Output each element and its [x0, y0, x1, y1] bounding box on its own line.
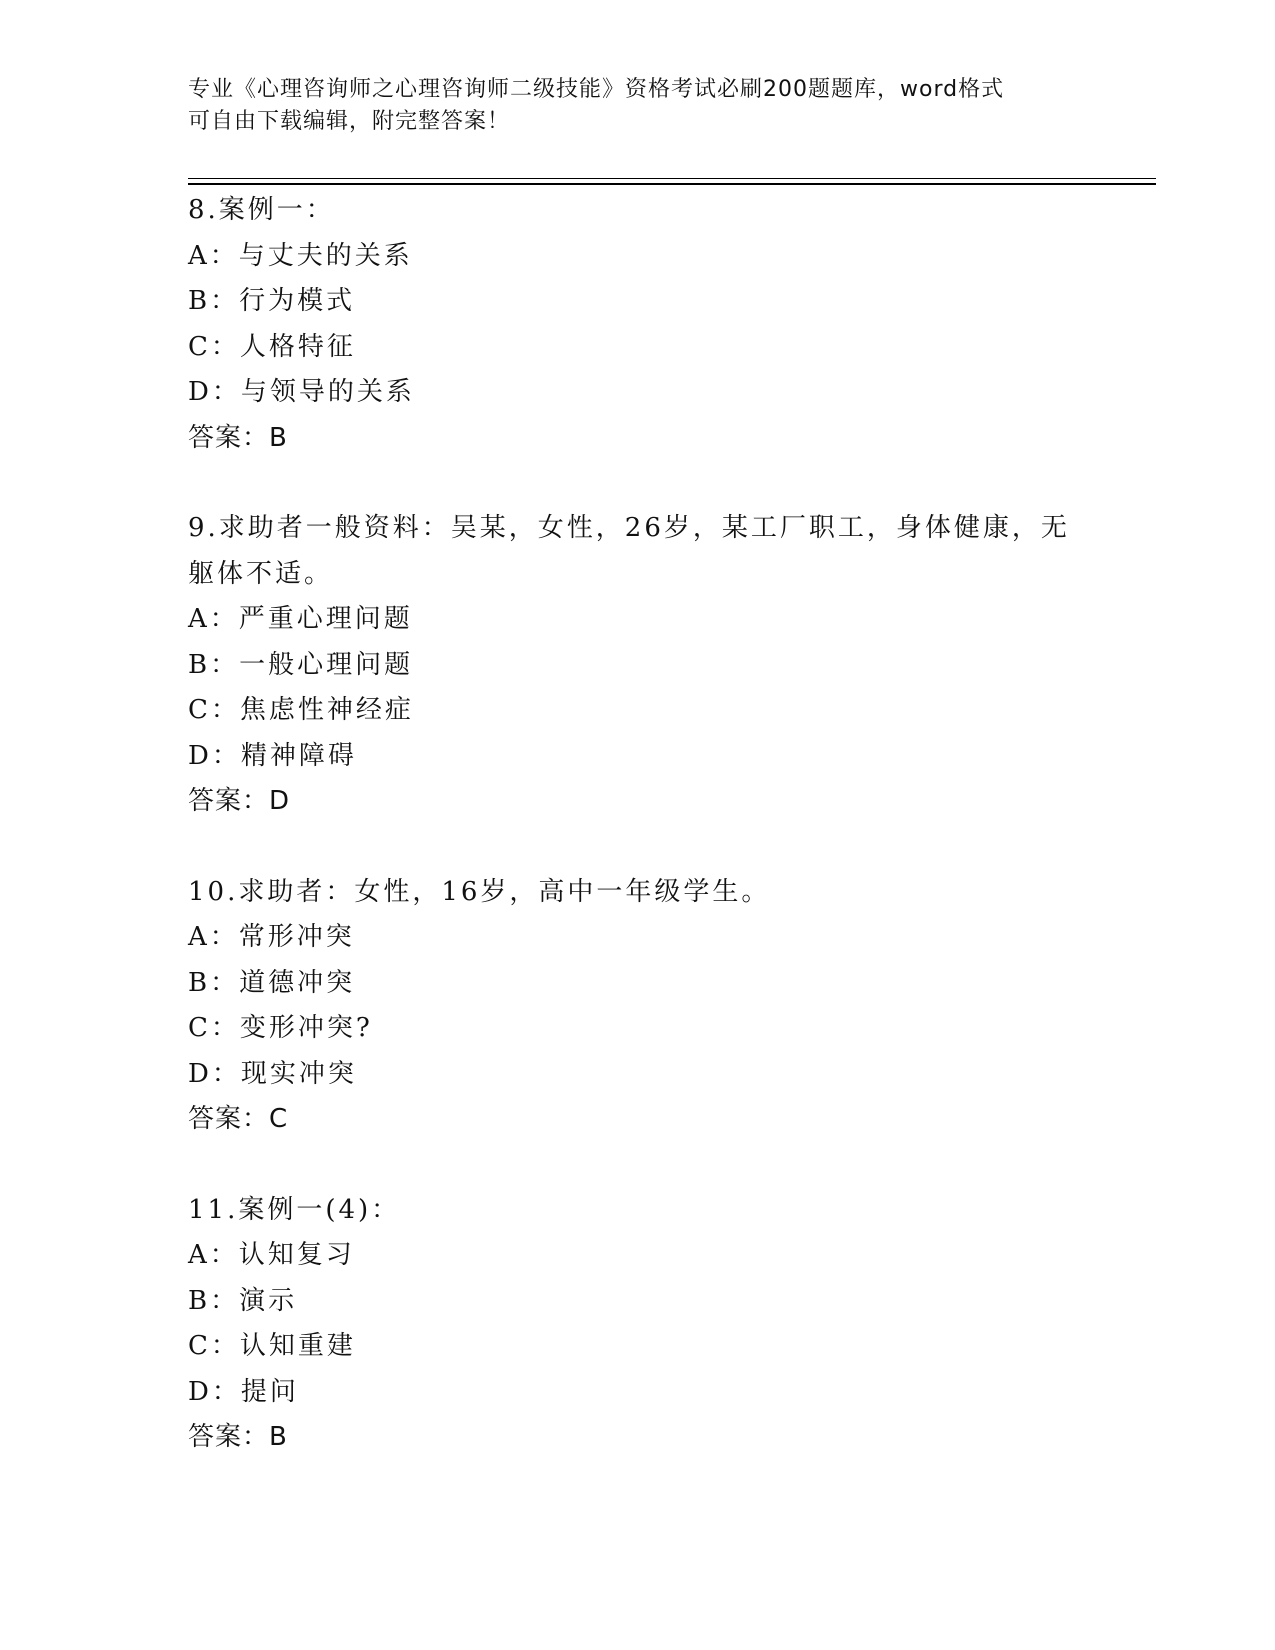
option-a: A：严重心理问题: [188, 604, 413, 634]
question-text: 9.求助者一般资料：吴某，女性，26岁，某工厂职工，身体健康，无躯体不适。: [188, 513, 1070, 589]
question-text: 11.案例一(4)：: [188, 1194, 401, 1225]
question-list: [188, 188, 1068, 1506]
answer-line: 答案：B: [188, 422, 288, 453]
question-9: [188, 506, 1068, 825]
question-text: 8.案例一：: [188, 195, 335, 225]
question-10: [188, 870, 1068, 1143]
question-11: [188, 1188, 1068, 1461]
option-b: B：行为模式: [188, 286, 356, 316]
question-8: [188, 188, 1068, 461]
option-c: C：人格特征: [188, 331, 356, 362]
option-b: B：演示: [188, 1285, 298, 1316]
option-a: A：与丈夫的关系: [188, 240, 413, 271]
option-d: D：现实冲突: [188, 1058, 357, 1089]
option-c: C：认知重建: [188, 1331, 356, 1361]
answer-line: 答案：B: [188, 1422, 288, 1452]
option-c: C：焦虑性神经症: [188, 695, 414, 725]
option-d: D：与领导的关系: [188, 377, 415, 407]
option-a: A：认知复习: [188, 1240, 355, 1270]
header-line-1: 专业《心理咨询师之心理咨询师二级技能》资格考试必刷200题题库，word格式: [188, 77, 1005, 102]
answer-line: 答案：C: [188, 1104, 289, 1134]
option-c: C：变形冲突?: [188, 1013, 373, 1043]
answer-line: 答案：D: [188, 786, 291, 816]
header-divider-thin: [188, 178, 1156, 179]
option-a: A：常形冲突: [188, 922, 355, 952]
option-d: D：精神障碍: [188, 740, 357, 771]
question-text: 10.求助者：女性，16岁，高中一年级学生。: [188, 876, 771, 907]
option-b: B：道德冲突: [188, 967, 356, 998]
header-line-2: 可自由下载编辑，附完整答案！: [188, 109, 511, 134]
header-divider-thick: [188, 183, 1156, 185]
option-b: B：一般心理问题: [188, 649, 414, 680]
document-header: [188, 74, 1078, 138]
option-d: D：提问: [188, 1376, 299, 1407]
